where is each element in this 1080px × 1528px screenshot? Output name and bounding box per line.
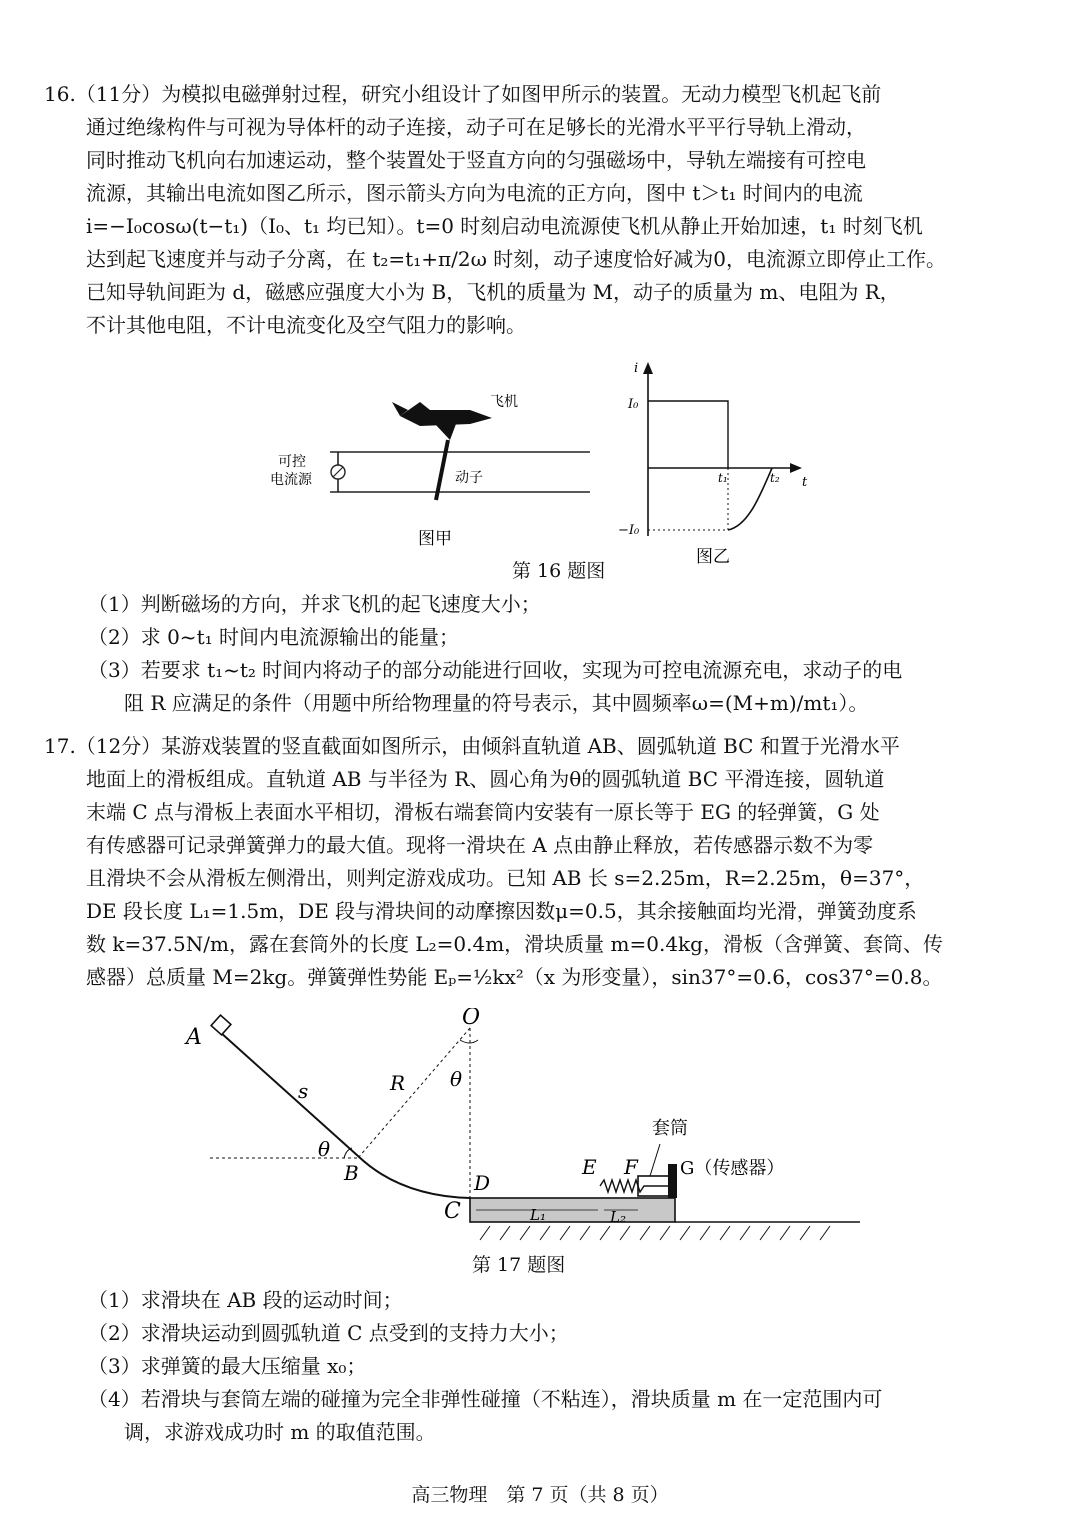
figure-jia — [260, 380, 620, 550]
q17-subquestions — [88, 1284, 882, 1449]
q17-sub: （2）求滑块运动到圆弧轨道 C 点受到的支持力大小； — [88, 1321, 569, 1345]
q16-line: 达到起飞速度并与动子分离，在 t₂=t₁+π/2ω 时刻，动子速度恰好减为0，电流源立即停止工作。 — [86, 247, 946, 271]
q17-line: 末端 C 点与滑板上表面水平相切，滑板右端套筒内安装有一原长等于 EG 的轻弹簧，G 处 — [86, 800, 880, 824]
q17-sub: 调，求游戏成功时 m 的取值范围。 — [124, 1420, 436, 1444]
label-theta-o: θ — [450, 1067, 463, 1091]
label-s: s — [298, 1079, 309, 1103]
label-e: E — [582, 1155, 597, 1179]
ground-hatch — [480, 1226, 830, 1240]
label-d: D — [474, 1171, 491, 1195]
block-icon — [211, 1015, 231, 1035]
q17-line: 数 k=37.5N/m，露在套筒外的长度 L₂=0.4m，滑块质量 m=0.4kg，滑板（含弹簧、套筒、传 — [86, 932, 943, 956]
q17-line: 有传感器可记录弹簧弹力的最大值。现将一滑块在 A 点由静止释放，若传感器示数不为零 — [86, 833, 874, 857]
q16-line: 流源，其输出电流如图乙所示，图示箭头方向为电流的正方向，图中 t＞t₁ 时间内的电流 — [86, 181, 863, 205]
label-l2: L₂ — [610, 1208, 626, 1226]
label-l1: L₁ — [530, 1206, 546, 1224]
q16-stem — [44, 78, 946, 342]
plane-icon — [400, 402, 492, 426]
figure-17 — [180, 1008, 880, 1258]
label-o: O — [462, 1008, 481, 1030]
q17-stem — [44, 730, 943, 994]
label-i0: I₀ — [628, 397, 639, 412]
label-c: C — [444, 1199, 461, 1224]
q16-subquestions — [88, 588, 902, 720]
current-positive — [648, 401, 728, 468]
radius-ob — [358, 1028, 470, 1158]
label-t: t — [802, 475, 808, 490]
q17-sub: （1）求滑块在 AB 段的运动时间； — [88, 1288, 403, 1312]
q16-figure-caption: 第 16 题图 — [512, 560, 606, 582]
label-b: B — [344, 1161, 359, 1185]
mover-rod — [436, 440, 448, 500]
label-g: G（传感器） — [680, 1158, 785, 1179]
label-i: i — [634, 361, 639, 376]
label-source-1: 可控 — [278, 454, 306, 470]
spring-icon — [600, 1180, 674, 1192]
sleeve-pointer — [650, 1144, 660, 1176]
q16-line: 同时推动飞机向右加速运动，整个装置处于竖直方向的匀强磁场中，导轨左端接有可控电 — [86, 148, 866, 172]
label-sleeve: 套筒 — [652, 1118, 688, 1139]
axis-i-arrow-icon — [643, 362, 653, 374]
q16-sub: （1）判断磁场的方向，并求飞机的起飞速度大小； — [88, 592, 541, 616]
caption-yi: 图乙 — [696, 547, 730, 566]
q16-line: 已知导轨间距为 d，磁感应强度大小为 B，飞机的质量为 M，动子的质量为 m、电阻为 R， — [86, 280, 900, 304]
q17-line: 感器）总质量 M=2kg。弹簧弹性势能 Eₚ=½kx²（x 为形变量），sin37°=0.6，cos37°=0.8。 — [86, 965, 943, 989]
label-neg-i0: −I₀ — [618, 523, 640, 538]
label-t1: t₁ — [718, 471, 728, 485]
figure-yi — [610, 356, 820, 566]
q16-line: 通过绝缘构件与可视为导体杆的动子连接，动子可在足够长的光滑水平平行导轨上滑动， — [86, 115, 866, 139]
current-curve — [728, 468, 772, 530]
q17-figure-caption: 第 17 题图 — [472, 1254, 566, 1276]
q17-line: 且滑块不会从滑板左侧滑出，则判定游戏成功。已知 AB 长 s=2.25m，R=2.25m，θ=37°， — [86, 866, 925, 890]
label-a: A — [186, 1025, 202, 1050]
q17-sub: （3）求弹簧的最大压缩量 x₀； — [88, 1354, 367, 1378]
q16-line: i=−I₀cosω(t−t₁)（I₀、t₁ 均已知）。t=0 时刻启动电流源使飞机从静止开始加速，t₁ 时刻飞机 — [86, 214, 923, 238]
label-mover: 动子 — [455, 470, 483, 486]
track-bc — [358, 1156, 470, 1198]
axis-t-arrow-icon — [790, 463, 802, 473]
label-theta-b: θ — [318, 1137, 331, 1161]
label-f: F — [624, 1155, 638, 1179]
q16-line: 16.（11分）为模拟电磁弹射过程，研究小组设计了如图甲所示的装置。无动力模型飞机起飞前 — [44, 82, 882, 106]
label-source-2: 电流源 — [270, 472, 312, 488]
q17-line: DE 段长度 L₁=1.5m，DE 段与滑块间的动摩擦因数μ=0.5，其余接触面均光滑，弹簧劲度系 — [86, 899, 917, 923]
label-plane: 飞机 — [490, 394, 518, 410]
angle-arc-o — [460, 1040, 478, 1043]
q17-line: 地面上的滑板组成。直轨道 AB 与半径为 R、圆心角为θ的圆弧轨道 BC 平滑连接，圆轨道 — [86, 767, 885, 791]
q16-line: 不计其他电阻，不计电流变化及空气阻力的影响。 — [86, 313, 526, 337]
q16-sub: 阻 R 应满足的条件（用题中所给物理量的符号表示，其中圆频率ω=(M+m)/mt₁）。 — [124, 691, 869, 715]
q16-sub: （2）求 0~t₁ 时间内电流源输出的能量； — [88, 625, 459, 649]
track-ab — [220, 1032, 358, 1156]
q16-sub: （3）若要求 t₁~t₂ 时间内将动子的部分动能进行回收，实现为可控电流源充电，求动子的电 — [88, 658, 903, 682]
plane-wing-icon — [435, 424, 456, 440]
q17-sub: （4）若滑块与套筒左端的碰撞为完全非弹性碰撞（不粘连），滑块质量 m 在一定范围内可 — [88, 1387, 883, 1411]
page-footer: 高三物理 第 7 页（共 8 页） — [411, 1484, 669, 1506]
q17-line: 17.（12分）某游戏装置的竖直截面如图所示，由倾斜直轨道 AB、圆弧轨道 BC 和置于光滑水平 — [44, 734, 900, 758]
caption-jia: 图甲 — [418, 529, 452, 549]
sensor-g — [668, 1164, 677, 1198]
label-t2: t₂ — [770, 471, 780, 485]
label-r: R — [390, 1071, 406, 1095]
